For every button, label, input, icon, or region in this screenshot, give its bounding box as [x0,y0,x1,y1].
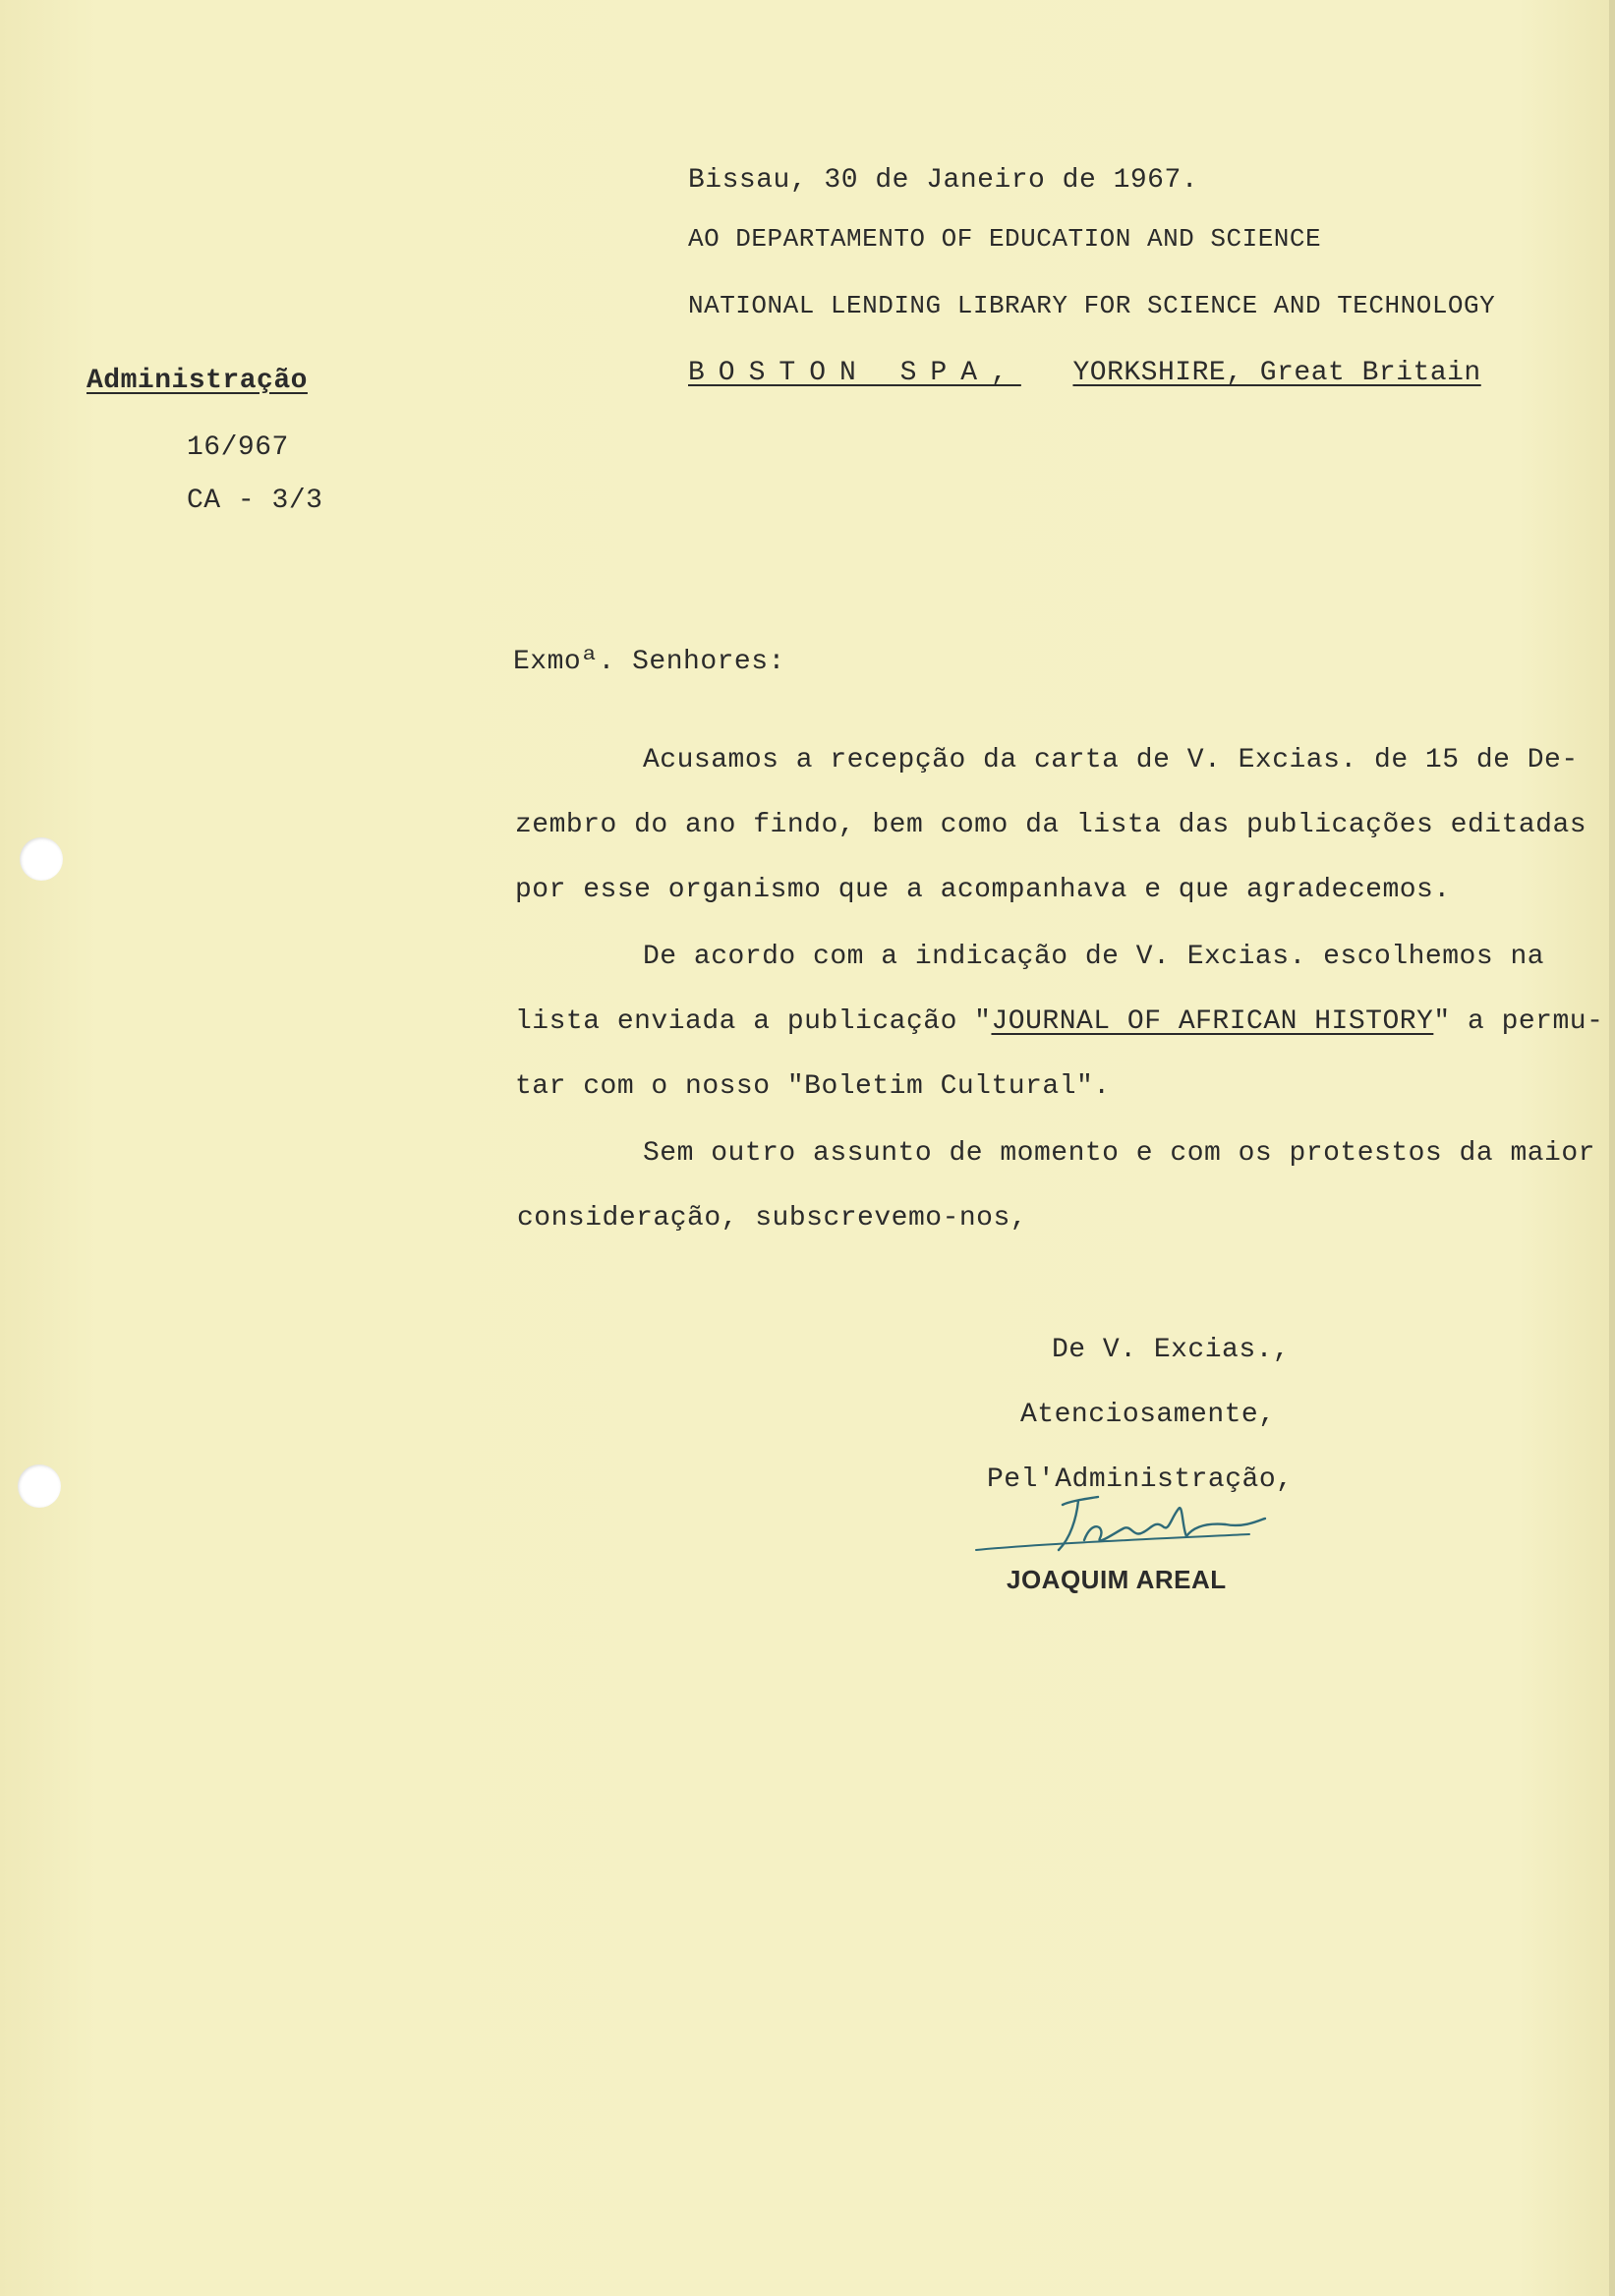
closing-line-2: Atenciosamente, [1020,1400,1276,1430]
body-p2-line2 [515,1006,1603,1037]
body-p3-line1: Sem outro assunto de momento e com os protestos da maior [643,1138,1595,1169]
body-p1-line3: por esse organismo que a acompanhava e que agradecemos. [515,875,1451,905]
addressee-line-2: NATIONAL LENDING LIBRARY FOR SCIENCE AND TECHNOLOGY [688,291,1496,320]
body-p1-line1: Acusamos a recepção da carta de V. Excias. de 15 de De- [643,745,1579,775]
addressee-line-1: AO DEPARTAMENTO OF EDUCATION AND SCIENCE [688,224,1322,254]
closing-line-3: Pel'Administração, [987,1464,1294,1495]
reference-number: 16/967 [187,432,289,463]
signatory-name: JOAQUIM AREAL [1007,1565,1227,1594]
department-heading: Administração [87,366,308,396]
punch-hole-bottom [18,1464,61,1508]
addressee-location [688,358,1481,388]
paper-edge [1609,0,1615,2296]
body-p2-line1: De acordo com a indicação de V. Excias. escolhemos na [643,942,1545,972]
location-town: BOSTON SPA, [688,358,1021,388]
reference-code: CA - 3/3 [187,486,323,516]
punch-hole-top [20,837,63,881]
date-line: Bissau, 30 de Janeiro de 1967. [688,165,1199,196]
closing-line-1: De V. Excias., [1052,1335,1291,1365]
location-rest: YORKSHIRE, Great Britain [1072,358,1481,388]
body-p2-line3: tar com o nosso "Boletim Cultural". [515,1071,1111,1102]
salutation: Exmoª. Senhores: [513,647,785,677]
body-p1-line2: zembro do ano findo, bem como da lista das publicações editadas [515,810,1587,840]
p2-line2-end: " a permu- [1433,1006,1604,1037]
body-p3-line2: consideração, subscrevemo-nos, [517,1203,1028,1234]
publication-title: JOURNAL OF AFRICAN HISTORY [991,1006,1434,1037]
p2-line2-start: lista enviada a publicação " [515,1006,992,1037]
